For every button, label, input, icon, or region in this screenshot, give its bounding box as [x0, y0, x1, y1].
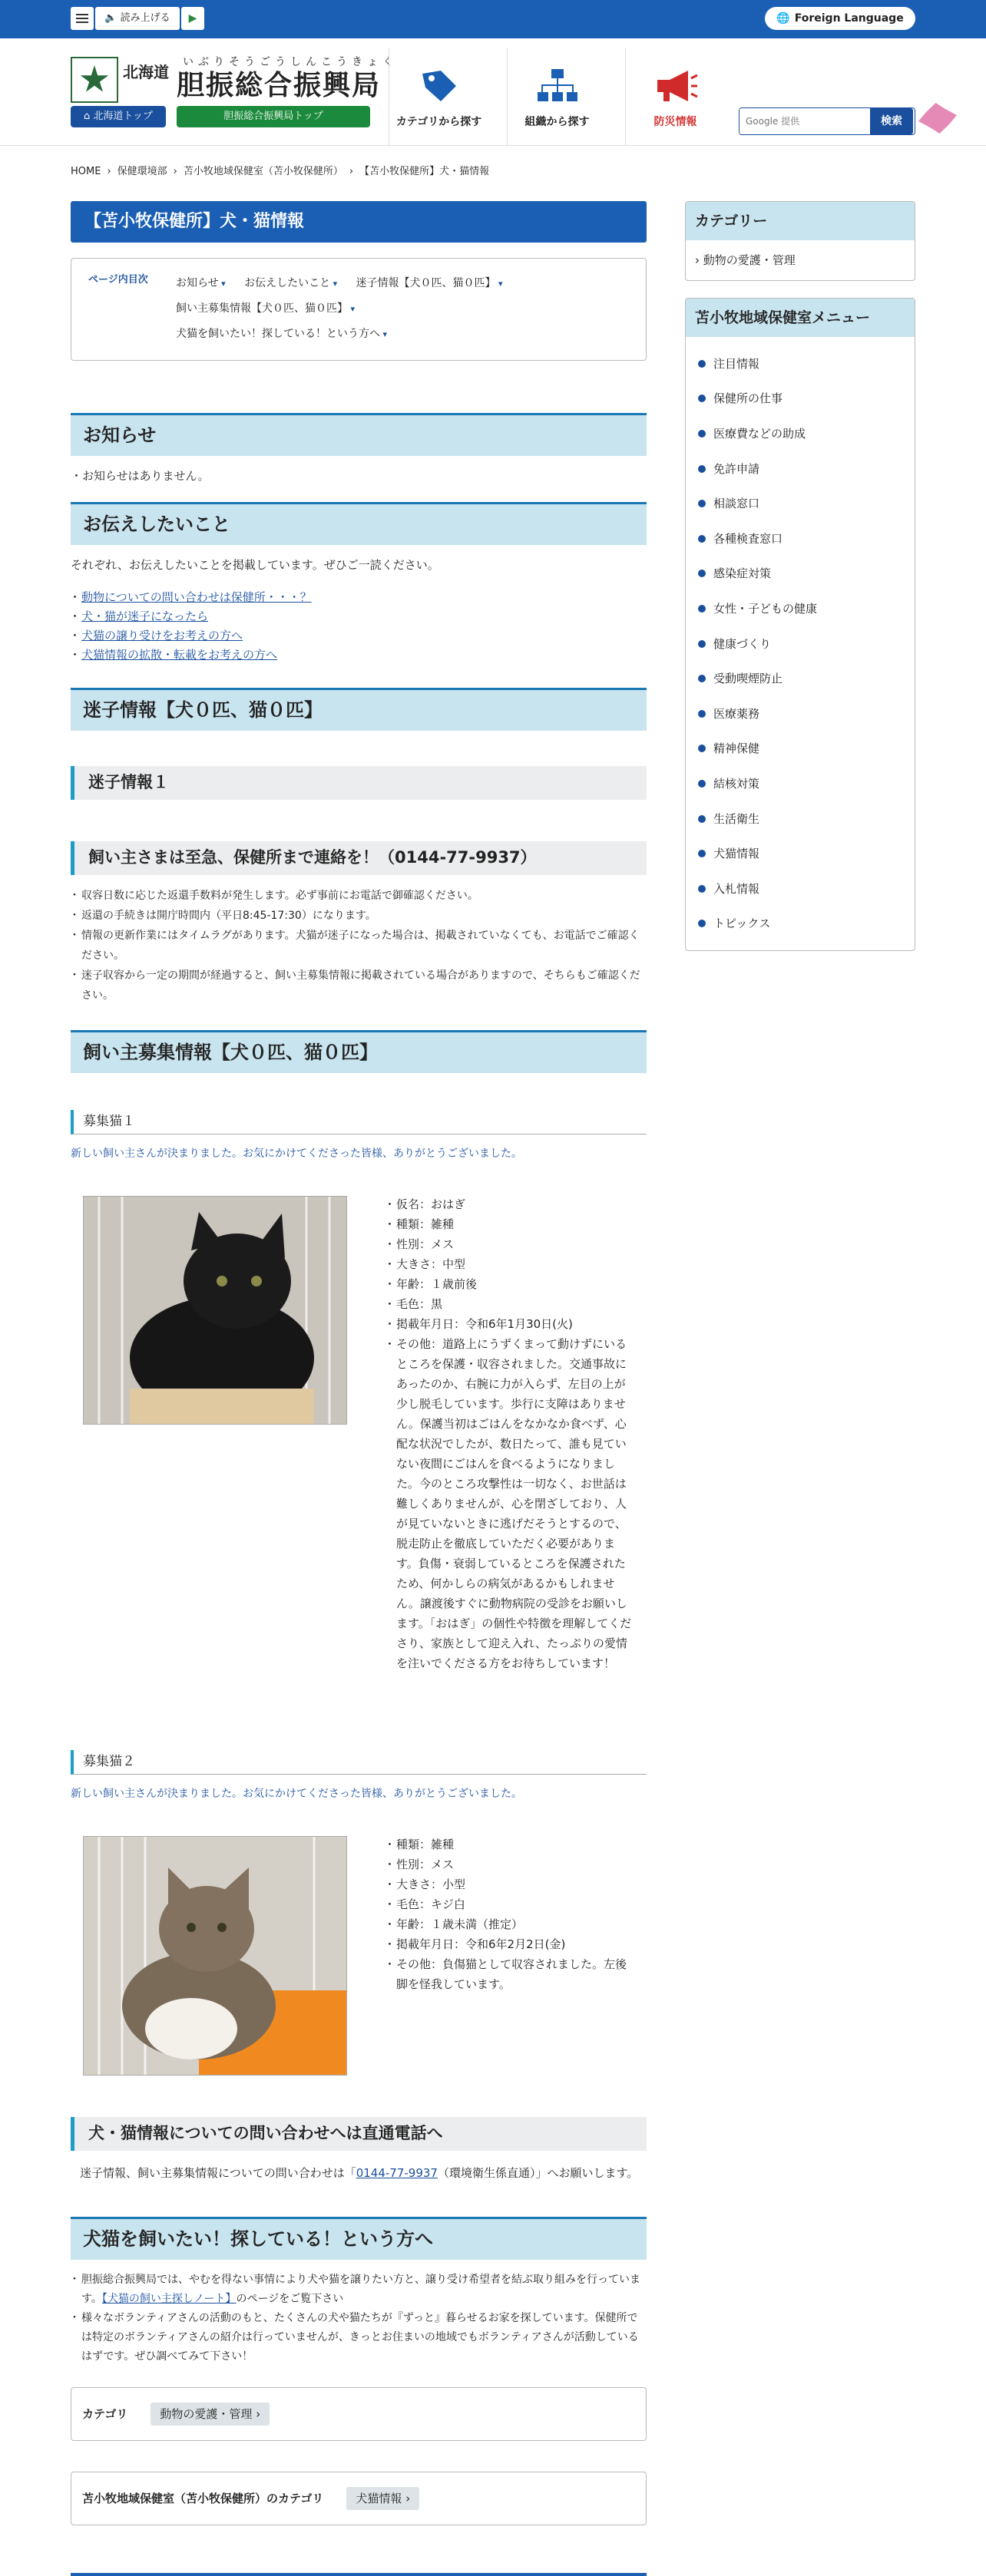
org-chart-icon [536, 68, 579, 106]
message-link-item [71, 646, 647, 665]
message-intro: それぞれ、お伝えしたいことを掲載しています。ぜひご一読ください。 [71, 558, 439, 572]
nav-disaster[interactable]: 防災情報 [625, 48, 725, 146]
bureau-top-button[interactable]: 胆振総合振興局トップ [177, 106, 370, 127]
cat2-detail: ・ 毛色：キジ白 [385, 1894, 633, 1914]
lost-note: ・ 返還の手続きは開庁時間内（平日8:45-17:30）になります。 [71, 906, 647, 926]
cat1-detail: ・ 性別：メス [385, 1234, 633, 1254]
sidebar-menu-item[interactable]: 相談窓口 [698, 486, 902, 521]
sidebar-menu-heading: 苫小牧地域保健室メニュー [686, 299, 915, 337]
cat2-detail: ・ 年齢：１歳未満（推定） [385, 1914, 633, 1934]
cat2-detail: ・ その他：負傷猫として収容されました。左後脚を怪我しています。 [385, 1954, 633, 1994]
star-logo-icon [80, 65, 109, 94]
lost-sub2-heading: 飼い主さまは至急、保健所まで連絡を！（0144-77-9937） [71, 841, 647, 875]
hokkaido-logo[interactable] [71, 57, 118, 103]
sidebar-category-link[interactable]: › 動物の愛護・管理 [695, 253, 796, 267]
menu-button[interactable] [71, 7, 94, 30]
play-button[interactable] [181, 7, 204, 30]
sidebar-menu-item[interactable]: 受動喫煙防止 [698, 661, 902, 696]
pref-top-button[interactable]: ⌂ 北海道トップ [71, 106, 166, 127]
cat1-detail: ・ その他：道路上にうずくまって動けずにいるところを保護・収容されました。交通事故にあったのか、右腕に力が入らず、左目の上が少し脱毛しています。歩行に支障はありません。保護当初はごはんをなかなか食べず、心配な状況でしたが、数日たって、誰も見ていない夜間にごはんを食べるようになりました。今のところ攻撃性は一切なく、お世話は難しくありませんが、心を閉ざしており、人が見ていないときに逃げだそうとするので、脱走防止を徹底していただく必要があります。負傷・衰弱しているところを保護されたため、何かしらの病気があるかもしれません。譲渡後すぐに動物病院の受診をお願いします。「おはぎ」の個性や特徴を理解してくださり、家族として迎え入れ、たっぷりの愛情を注いでくださる方をお待ちしています！ [385, 1334, 633, 1673]
sidebar-menu-item[interactable]: 生活衛生 [698, 801, 902, 837]
contact-text: 迷子情報、飼い主募集情報についての問い合わせは「0144-77-9937（環境衛生係直通）」へお願いします。 [80, 2166, 639, 2180]
lost-heading: 迷子情報【犬０匹、猫０匹】 [71, 688, 647, 731]
globe-icon: 🌐 [776, 12, 790, 25]
breadcrumb-home[interactable]: HOME [71, 166, 101, 177]
cat2-detail: ・ 種類：雑種 [385, 1835, 633, 1854]
sidebar-menu-item[interactable]: トピックス [698, 907, 902, 942]
sidebar-category-box [685, 201, 915, 281]
nav-organization[interactable]: 組織から探す [507, 48, 607, 146]
message-link[interactable]: 動物についての問い合わせは保健所・・・？ [81, 590, 312, 604]
cat2-title: 募集猫２ [71, 1750, 647, 1775]
notice-text: ・お知らせはありません。 [71, 469, 210, 483]
cat2-status: 新しい飼い主さんが決まりました。お気にかけてくださった皆様、ありがとうございました。 [71, 1788, 522, 1800]
notice-heading: お知らせ [71, 413, 647, 456]
want-item: ・ 様々なボランティアさんの活動のもと、たくさんの犬や猫たちが『ずっと』暮らせるお家を探しています。保健所では特定のボランティアさんの紹介は行っていませんが、きっとお住まいの地域でもボランティアさんが活動しているはずです。ぜひ調べてみて下さい！ [71, 2309, 647, 2366]
sidebar-category-heading: カテゴリー [686, 202, 915, 240]
contact-heading: 犬・猫情報についての問い合わせへは直通電話へ [71, 2117, 647, 2151]
toc-link[interactable]: 迷子情報【犬０匹、猫０匹】 ▾ [356, 277, 503, 289]
footer-divider [71, 2573, 647, 2576]
toc-label: ページ内目次 [88, 274, 148, 286]
hamburger-icon [76, 18, 88, 19]
cat1-photo [83, 1196, 347, 1425]
pref-name: 北海道 [123, 63, 169, 81]
page-toc [71, 258, 647, 361]
chevron-right-icon: › [695, 253, 703, 267]
cat1-detail: ・ 大きさ：中型 [385, 1254, 633, 1274]
cat2-detail: ・ 大きさ：小型 [385, 1874, 633, 1894]
sidebar-menu-item[interactable]: 免許申請 [698, 451, 902, 487]
speaker-icon: 🔈 [104, 12, 117, 24]
sidebar-menu-item[interactable]: 保健所の仕事 [698, 381, 902, 417]
message-link-item [71, 626, 647, 646]
message-link[interactable]: 犬猫の譲り受けをお考えの方へ [81, 629, 243, 642]
lost-note: ・ 迷子収容から一定の期間が経過すると、飼い主募集情報に掲載されている場合がありますので、そちらもご確認ください。 [71, 966, 647, 1006]
megaphone-icon [653, 68, 699, 106]
cat2-photo [83, 1836, 347, 2076]
play-icon: ▶ [188, 12, 197, 25]
toc-link[interactable]: お伝えしたいこと ▾ [244, 277, 337, 289]
bureau-name[interactable]: 胆振総合振興局 [177, 70, 382, 101]
message-link[interactable]: 犬猫情報の拡散・転載をお考えの方へ [81, 648, 278, 662]
search-box [739, 107, 915, 135]
category-tag[interactable]: 動物の愛護・管理 › [151, 2403, 270, 2426]
cat1-detail: ・ 掲載年月日：令和6年1月30日(火) [385, 1314, 633, 1334]
breadcrumb-current: 【苫小牧保健所】犬・猫情報 [359, 166, 490, 177]
sidebar-menu-item[interactable]: 精神保健 [698, 732, 902, 767]
category-box [71, 2387, 647, 2441]
lost-note: ・ 収容日数に応じた返還手数料が発生します。必ず事前にお電話で御確認ください。 [71, 886, 647, 906]
adopt-heading: 飼い主募集情報【犬０匹、猫０匹】 [71, 1030, 647, 1073]
read-aloud-button[interactable]: 🔈 読み上げる [95, 7, 180, 30]
sidebar-menu-item[interactable]: 入札情報 [698, 871, 902, 907]
cat1-detail: ・ 種類：雑種 [385, 1214, 633, 1234]
sidebar-menu-box [685, 298, 915, 951]
bureau-kana: いぶりそうごうしんこうきょく [183, 56, 398, 68]
message-link-item [71, 607, 647, 626]
cat1-detail: ・ 年齢：１歳前後 [385, 1274, 633, 1294]
toc-link[interactable]: 飼い主募集情報【犬０匹、猫０匹】 ▾ [176, 302, 355, 315]
sidebar-menu-item[interactable]: 注目情報 [698, 346, 902, 381]
top-bar [0, 0, 986, 38]
contact-phone-link[interactable]: 0144-77-9937 [356, 2166, 438, 2180]
breadcrumb-dept[interactable]: 保健環境部 [117, 166, 167, 177]
office-category-label: 苫小牧地域保健室（苫小牧保健所）のカテゴリ [82, 2492, 324, 2505]
chevron-right-icon: › [173, 166, 177, 177]
lost-note: ・ 情報の更新作業にはタイムラグがあります。犬猫が迷子になった場合は、掲載されていなくても、お電話でご確認ください。 [71, 926, 647, 966]
toc-link[interactable]: 犬猫を飼いたい！探している！という方へ ▾ [176, 328, 387, 340]
chevron-right-icon: › [107, 166, 111, 177]
home-icon: ⌂ [84, 110, 91, 122]
message-link[interactable]: 犬・猫が迷子になったら [81, 609, 209, 623]
sidebar-menu-item[interactable]: 結核対策 [698, 766, 902, 801]
sidebar-menu-item[interactable]: 医療薬務 [698, 696, 902, 732]
lost-sub1-heading: 迷子情報１ [71, 766, 647, 800]
tag-icon [418, 68, 461, 106]
breadcrumb [71, 164, 489, 180]
sidebar-menu-item[interactable]: 健康づくり [698, 626, 902, 662]
tabby-cat-image [84, 1837, 346, 2075]
search-button[interactable]: 検索 [870, 108, 913, 134]
cat1-title: 募集猫１ [71, 1110, 647, 1134]
toc-link[interactable]: お知らせ ▾ [176, 277, 226, 289]
sidebar-menu-item[interactable]: 感染症対策 [698, 556, 902, 592]
category-label: カテゴリ [82, 2407, 128, 2421]
page-title: 【苫小牧保健所】犬・猫情報 [71, 201, 647, 243]
want-heading: 犬猫を飼いたい！探している！という方へ [71, 2217, 647, 2260]
nav-category[interactable]: カテゴリから探す [389, 48, 488, 146]
want-link[interactable]: 【犬猫の飼い主探しノート】 [101, 2293, 237, 2305]
sidebar-menu-item[interactable]: 各種検査窓口 [698, 521, 902, 556]
message-link-item [71, 588, 647, 607]
foreign-language-button[interactable]: 🌐 Foreign Language [765, 7, 915, 30]
site-header [0, 38, 986, 146]
sidebar-menu-item[interactable]: 女性・子どもの健康 [698, 591, 902, 626]
sidebar-menu-item[interactable]: 医療費などの助成 [698, 416, 902, 451]
cat1-detail: ・ 毛色：黒 [385, 1294, 633, 1314]
cat1-detail: ・ 仮名：おはぎ [385, 1194, 633, 1214]
sidebar [685, 201, 915, 951]
chevron-right-icon: › [349, 166, 354, 177]
search-input[interactable] [740, 109, 870, 134]
office-category-box [71, 2472, 647, 2525]
black-cat-image [84, 1197, 346, 1424]
want-item: ・ 胆振総合振興局では、やむを得ない事情により犬や猫を譲りたい方と、譲り受け希望者を結ぶ取り組みを行っています。【犬猫の飼い主探しノート】のページをご覧下さい [71, 2271, 647, 2309]
main-content [71, 201, 647, 2505]
cat1-status: 新しい飼い主さんが決まりました。お気にかけてくださった皆様、ありがとうございました。 [71, 1148, 522, 1160]
sidebar-menu-list [686, 337, 915, 950]
cat2-detail: ・ 性別：メス [385, 1854, 633, 1874]
breadcrumb-office[interactable]: 苫小牧地域保健室（苫小牧保健所） [183, 166, 343, 177]
message-heading: お伝えしたいこと [71, 502, 647, 545]
office-category-tag[interactable]: 犬猫情報 › [346, 2487, 419, 2510]
cat2-detail: ・ 掲載年月日：令和6年2月2日(金) [385, 1934, 633, 1954]
sidebar-menu-item[interactable]: 犬猫情報 [698, 836, 902, 871]
hokkaido-map-icon [918, 103, 957, 134]
